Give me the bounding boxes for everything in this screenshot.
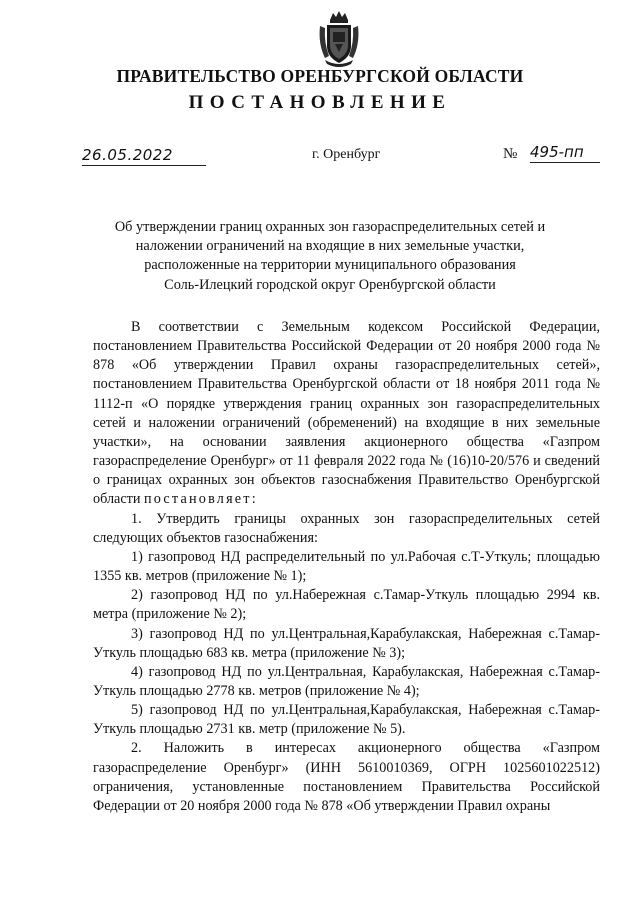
document-body xyxy=(93,318,600,816)
subitem: 3) газопровод НД по ул.Центральная,Карабулакская, Набережная с.Тамар-Уткуль площадью 683 кв. метра (приложение № 3); xyxy=(93,625,600,661)
subject-line: расположенные на территории муниципального образования xyxy=(144,257,516,274)
organization-title: ПРАВИТЕЛЬСТВО ОРЕНБУРГСКОЙ ОБЛАСТИ xyxy=(116,66,524,86)
orenburg-coat-of-arms-icon xyxy=(317,10,361,68)
subject-line: Об утверждении границ охранных зон газораспределительных сетей и xyxy=(114,219,546,235)
subject-line: Соль-Илецкий городской округ Оренбургской области xyxy=(164,276,496,293)
item-1: 1. Утвердить границы охранных зон газораспределительных сетей следующих объектов газоснабжения: xyxy=(93,510,600,546)
number-label: № xyxy=(503,146,518,162)
document-date: 26.05.2022 xyxy=(82,146,206,166)
document-number: 495-пп xyxy=(530,143,600,163)
decree-word: постановляет: xyxy=(143,491,258,508)
subject-line: наложении ограничений на входящие в них земельные участки, xyxy=(135,238,525,255)
subitem: 1) газопровод НД распределительный по ул.Рабочая с.Т-Уткуль; площадью 1355 кв. метров (приложение № 1); xyxy=(93,548,600,585)
item-2: 2. Наложить в интересах акционерного общества «Газпром газораспределение Оренбург» (ИНН 5610010369, ОГРН 1025601022512) ограничения, установленные постановлением Правительства Российской Федерации от 20 ноября 2000 года № 878 «Об утверждении Правил охраны xyxy=(93,740,600,814)
document-city: г. Оренбург xyxy=(312,147,381,162)
subitem: 4) газопровод НД по ул.Центральная, Карабулакская, Набережная с.Тамар-Уткуль площадью 2778 кв. метров (приложение № 4); xyxy=(93,663,600,699)
preamble-paragraph xyxy=(93,318,600,510)
subitem: 2) газопровод НД по ул.Набережная с.Тамар-Уткуль площадью 2994 кв. метра (приложение № 2); xyxy=(93,587,600,623)
document-type: ПОСТАНОВЛЕНИЕ xyxy=(188,92,452,113)
document-subject xyxy=(100,218,560,295)
preamble-text: В соответствии с Земельным кодексом Российской Федерации, постановлением Правительства Российской Федерации от 20 ноября 2000 года № 878 «Об утверждении Правил охраны газораспределительных сетей», постановлением Правительства Оренбургской области от 18 ноября 2011 года № 1112-п «О порядке утверждения границ охранных зон газораспределительных сетей и наложении ограничений (обременений) на входящие в них земельные участки», на основании заявления акционерного общества «Газпром газораспределение Оренбург» от 11 февраля 2022 года № (16)10-20/576 и сведений о границах охранных зон объектов газоснабжения Правительство Оренбургской области xyxy=(93,319,600,508)
subitem: 5) газопровод НД по ул.Центральная,Карабулакская, Набережная с.Тамар-Уткуль площадью 2731 кв. метр (приложение № 5). xyxy=(93,702,600,738)
